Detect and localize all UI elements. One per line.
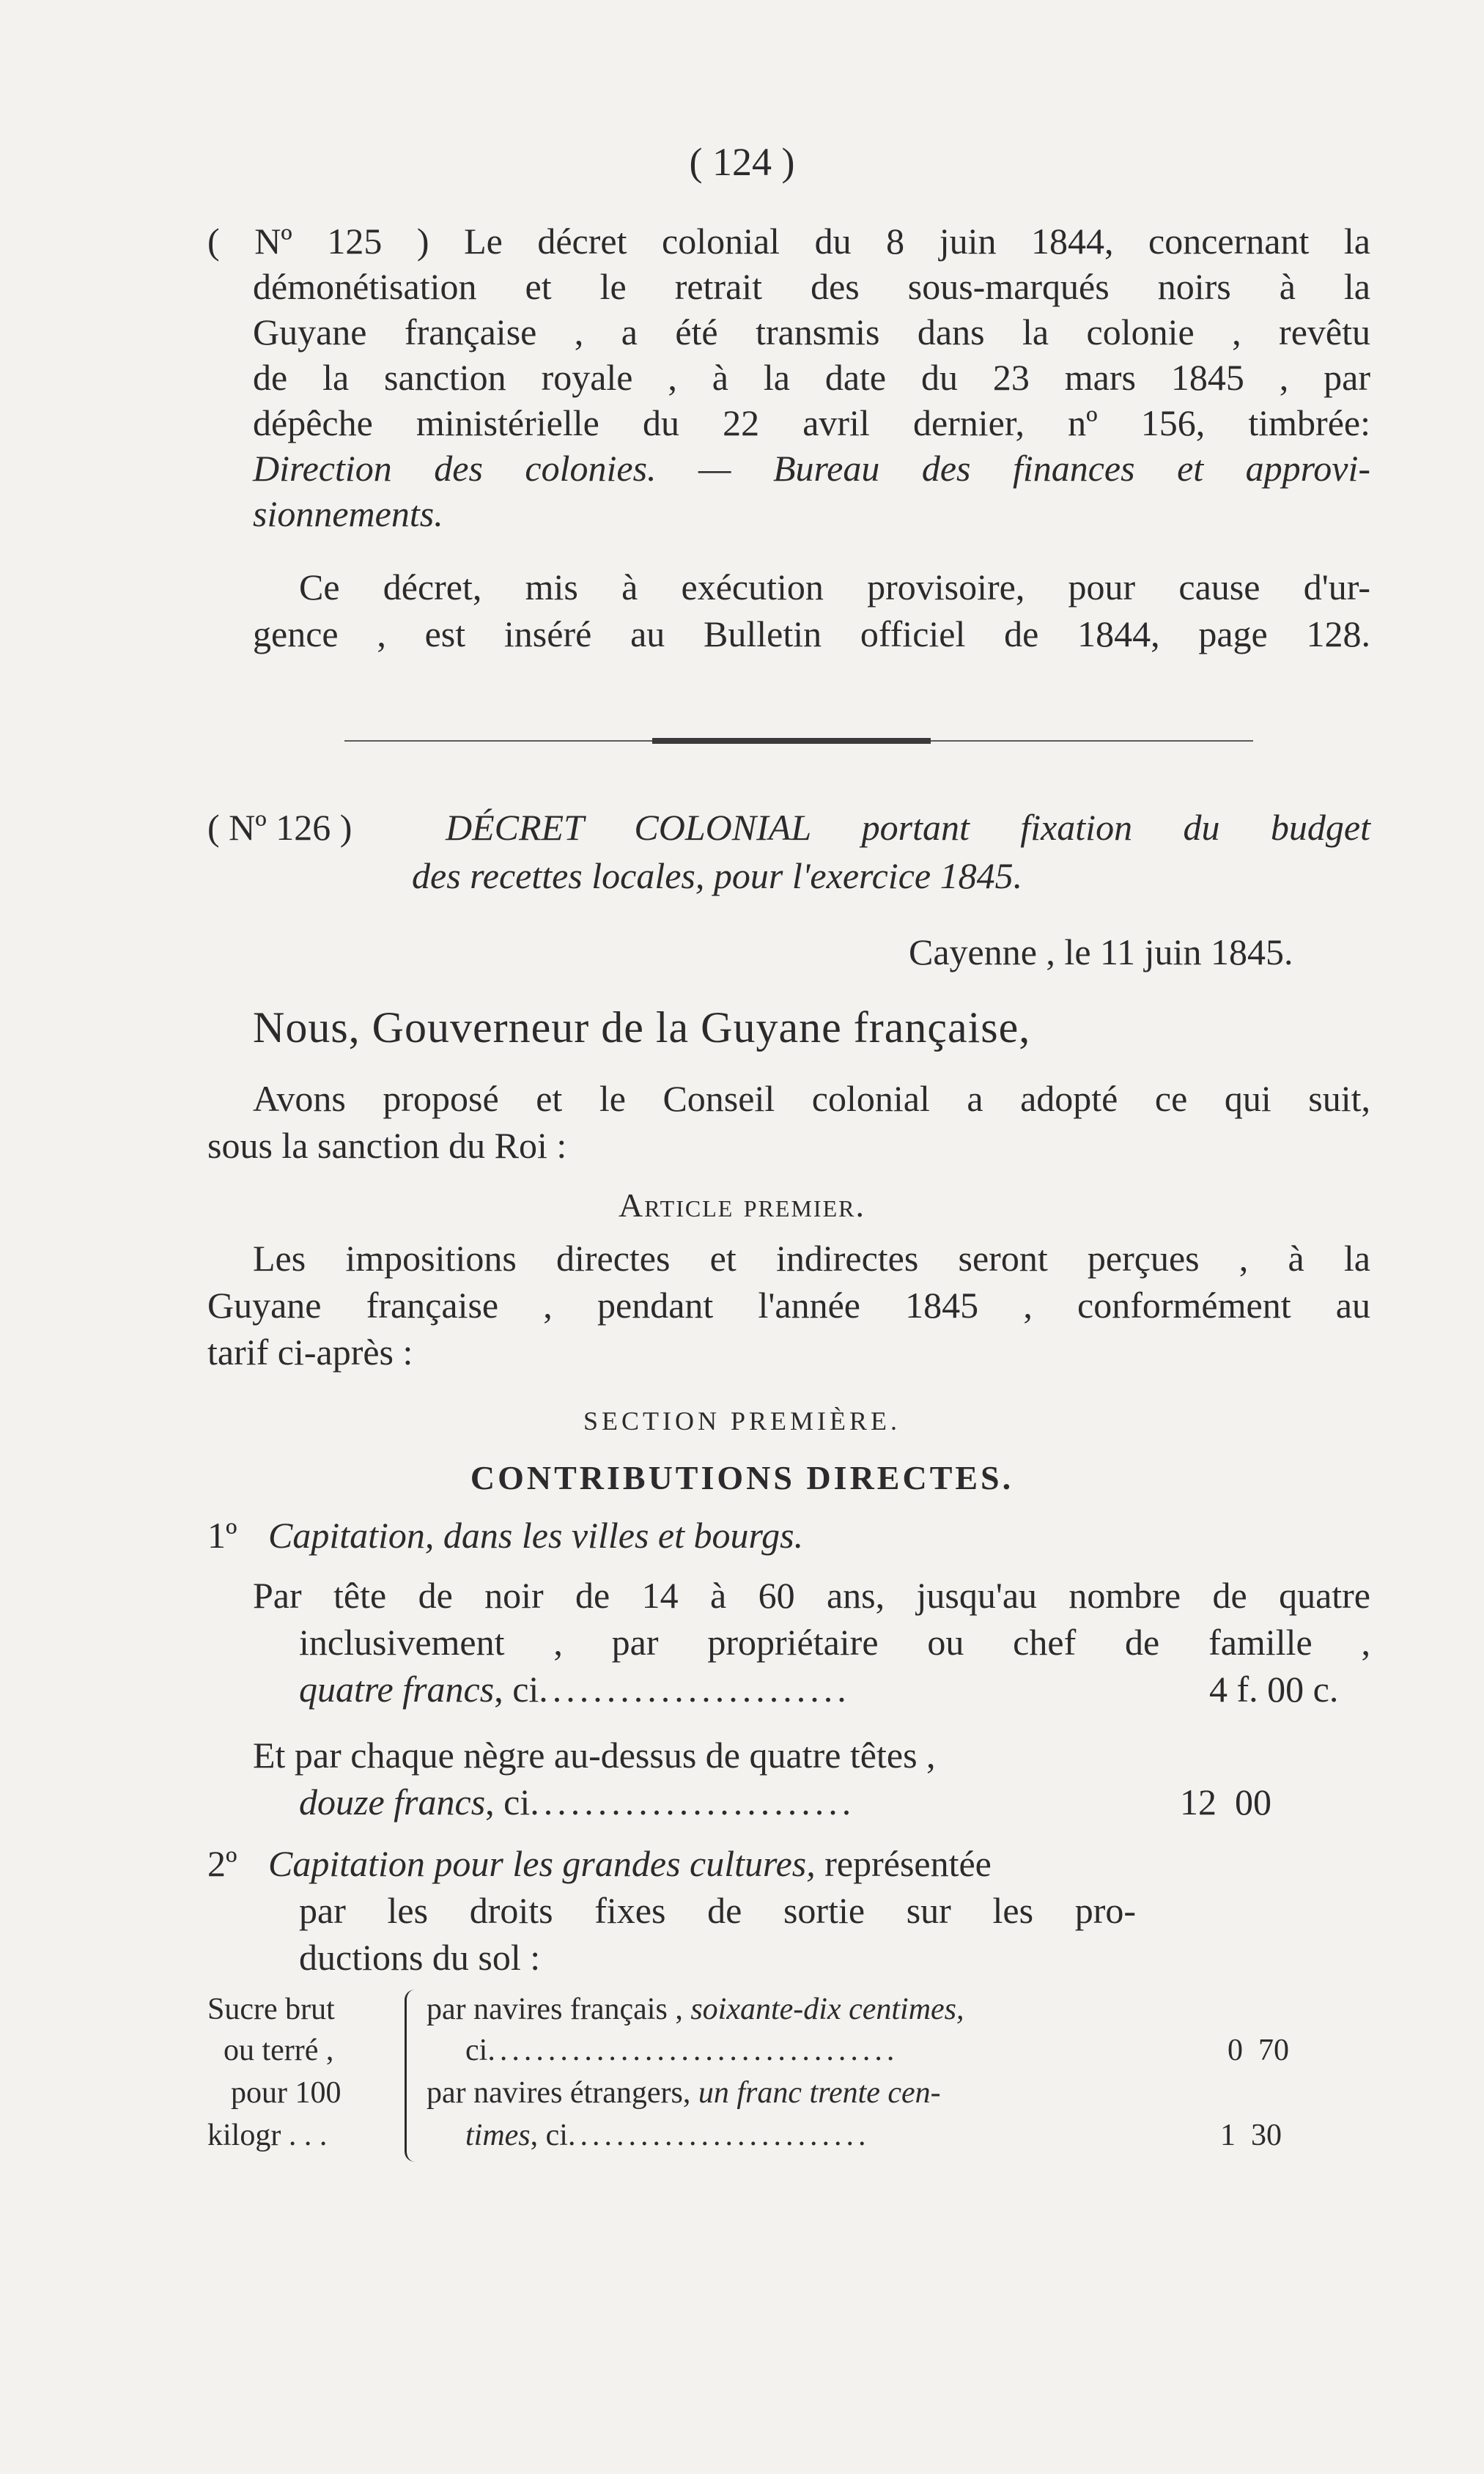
item1-number: 1º: [207, 1515, 237, 1556]
sucre-label-2: ou terré ,: [224, 2034, 334, 2067]
item2-line-2: par les droits fixes de sortie sur les pro-: [299, 1890, 1136, 1931]
decret-title-1: DÉCRET COLONIAL portant fixation du budget: [446, 807, 1370, 848]
navires-etrangers-amount-words: un franc trente cen-: [698, 2076, 941, 2110]
decret-number: ( Nº 126 ): [207, 807, 352, 848]
notice125-direction: Direction des colonies. — Bureau des finances et approvi-: [253, 448, 1370, 489]
amount-quatre-francs: 4 f. 00 c.: [1209, 1669, 1339, 1710]
navires-etrangers: par navires étrangers,: [427, 2076, 691, 2110]
item2-title-line: [268, 1842, 992, 1885]
navires-francais: par navires français ,: [427, 1993, 683, 2026]
ce-decret-line-1: Ce décret, mis à exécution provisoire, pour cause d'ur-: [299, 566, 1370, 608]
item2-rest: représentée: [824, 1843, 992, 1884]
page-folio: ( 124 ): [689, 140, 795, 184]
amount-douze-francs: 12 00: [1180, 1781, 1271, 1823]
ci-word-1: ci: [512, 1669, 539, 1710]
decret-title-2: des recettes locales, pour l'exercice 1845.: [412, 855, 1023, 896]
notice125-line-3: Guyane française , a été transmis dans la colonie , revêtu: [253, 311, 1370, 352]
sucre-label-3: pour 100: [231, 2076, 342, 2110]
item1-title: Capitation, dans les villes et bourgs.: [268, 1515, 804, 1556]
notice125-line-5: dépêche ministérielle du 22 avril dernier, nº 156, timbrée:: [253, 402, 1370, 443]
notice125-line-4: de la sanction royale , à la date du 23 mars 1845 , par: [253, 357, 1370, 398]
quatre-francs: quatre francs: [299, 1669, 495, 1710]
ce-decret-line-2: gence , est inséré au Bulletin officiel de 1844, page 128.: [253, 613, 1370, 654]
ci-line-3: ci..................................: [465, 2034, 899, 2067]
item2-title: Capitation pour les grandes cultures,: [268, 1843, 816, 1884]
impositions-line-2: Guyane française , pendant l'année 1845 , conformément au: [207, 1285, 1370, 1326]
nous-gouverneur: Nous, Gouverneur de la Guyane française,: [253, 1003, 1031, 1052]
ci-word-2: ci: [503, 1781, 531, 1823]
sucre-label-4: kilogr . . .: [207, 2119, 328, 2152]
et-par-line: Et par chaque nègre au-dessus de quatre têtes ,: [253, 1735, 936, 1776]
item2-number: 2º: [207, 1843, 237, 1884]
avons-line-1: Avons proposé et le Conseil colonial a adopté ce qui suit,: [253, 1078, 1370, 1119]
times-line: times, ci.........................: [465, 2119, 871, 2152]
navires-francais-line: [427, 1992, 964, 2027]
notice125-line-2: démonétisation et le retrait des sous-marqués noirs à la: [253, 266, 1370, 307]
douze-francs: douze francs: [299, 1781, 486, 1823]
notice125-direction-end: sionnements.: [253, 493, 443, 534]
item2-line-3: ductions du sol :: [299, 1937, 541, 1978]
section-divider: [344, 740, 1253, 742]
par-tete-line-1: Par tête de noir de 14 à 60 ans, jusqu'au nombre de quatre: [253, 1575, 1370, 1616]
sucre-label-1: Sucre brut: [207, 1993, 335, 2026]
amount-navires-francais: 0 70: [1228, 2034, 1289, 2067]
brace: [405, 1990, 421, 2162]
article-heading: Article premier.: [619, 1186, 865, 1224]
section-heading: SECTION PREMIÈRE.: [583, 1406, 901, 1436]
avons-line-2: sous la sanction du Roi :: [207, 1125, 567, 1166]
quatre-francs-line: quatre francs, ci.......................: [299, 1669, 851, 1710]
notice125-line-1: ( Nº 125 ) Le décret colonial du 8 juin 1844, concernant la: [207, 221, 1370, 262]
douze-francs-line: douze francs, ci........................: [299, 1781, 856, 1823]
amount-navires-etrangers: 1 30: [1220, 2119, 1282, 2152]
contributions-heading: CONTRIBUTIONS DIRECTES.: [470, 1459, 1014, 1496]
times-word: times: [465, 2119, 531, 2152]
impositions-line-3: tarif ci-après :: [207, 1332, 413, 1373]
impositions-line-1: Les impositions directes et indirectes seront perçues , à la: [253, 1238, 1370, 1279]
par-tete-line-2: inclusivement , par propriétaire ou chef de famille ,: [299, 1622, 1370, 1663]
ci-word-3: ci: [465, 2034, 488, 2067]
place-date: Cayenne , le 11 juin 1845.: [909, 931, 1293, 972]
navires-etrangers-line: [427, 2075, 941, 2111]
navires-francais-amount-words: soixante-dix centimes,: [690, 1993, 964, 2026]
ci-word-4: ci: [545, 2119, 568, 2152]
